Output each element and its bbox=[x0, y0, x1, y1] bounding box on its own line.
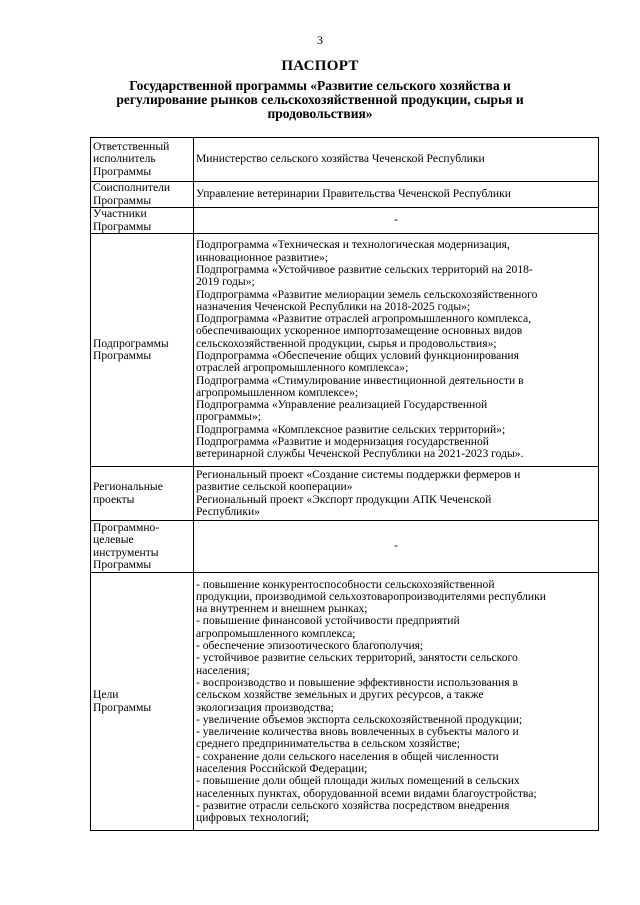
subprogram-line: Подпрограмма «Комплексное развитие сельских территорий»; bbox=[196, 422, 506, 436]
label-line: Ответственный bbox=[93, 140, 170, 154]
goal-line: цифровых технологий; bbox=[196, 811, 310, 825]
label-line: Программы bbox=[93, 164, 152, 178]
label-line: инструменты bbox=[93, 545, 159, 559]
page-number: 3 bbox=[317, 33, 323, 47]
regional-project-line: Региональный проект «Создание системы поддержки фермеров и bbox=[196, 467, 521, 481]
subprogram-line: обеспечивающих ускоренное импортозамещение основных видов bbox=[196, 324, 523, 338]
row-label-co-executors bbox=[91, 182, 194, 208]
row-label-target-instruments bbox=[91, 521, 194, 573]
subprogram-line: Подпрограмма «Обеспечение общих условий функционирования bbox=[196, 349, 519, 362]
table-row-regional-projects bbox=[91, 467, 599, 521]
subprogram-line: Подпрограмма «Стимулирование инвестиционной деятельности в bbox=[196, 373, 524, 387]
subprogram-line: программы»; bbox=[196, 410, 261, 424]
label-line: Программы bbox=[93, 349, 152, 362]
subprogram-line: отраслей агропромышленного комплекса»; bbox=[196, 361, 409, 375]
goal-line: - развитие отрасли сельского хозяйства посредством внедрения bbox=[196, 798, 510, 812]
row-label-goals bbox=[91, 573, 194, 831]
label-line: проекты bbox=[93, 492, 135, 506]
goal-line: - повышение финансовой устойчивости предприятий bbox=[196, 614, 460, 628]
goal-line: продукции, производимой сельхозтоваропроизводителями республики bbox=[196, 589, 546, 603]
label-line: Программно- bbox=[93, 520, 160, 534]
goal-line: на внутреннем и внешнем рынках; bbox=[196, 602, 368, 616]
label-line: Программы bbox=[93, 557, 152, 571]
row-label-responsible bbox=[91, 138, 194, 182]
subprogram-line: ветеринарной службы Чеченской Республики на 2021-2023 годы». bbox=[196, 447, 524, 461]
label-line: Цели bbox=[93, 688, 119, 702]
goal-line: - повышение конкурентоспособности сельскохозяйственной bbox=[196, 577, 495, 591]
label-line: исполнитель bbox=[93, 152, 156, 166]
row-value-participants: - bbox=[194, 208, 599, 234]
row-value-co-executors: Управление ветеринарии Правительства Чеченской Республики bbox=[194, 182, 599, 208]
regional-project-line: Региональный проект «Экспорт продукции АПК Чеченской bbox=[196, 492, 492, 506]
subprogram-line: Подпрограмма «Устойчивое развитие сельских территорий на 2018- bbox=[196, 262, 533, 276]
goal-line: среднего предпринимательства в сельском хозяйстве; bbox=[196, 737, 460, 751]
document-title: ПАСПОРТ bbox=[281, 58, 359, 74]
table-row-responsible bbox=[91, 138, 599, 182]
goal-line: - обеспечение эпизоотического благополучия; bbox=[196, 639, 424, 653]
label-line: Программы bbox=[93, 193, 152, 207]
table-row-participants bbox=[91, 208, 599, 234]
subtitle-line: Государственной программы «Развитие сельского хозяйства и bbox=[129, 78, 511, 93]
goal-line: населенных пунктах, оборудованной всеми видами благоустройства; bbox=[196, 786, 537, 800]
row-value-regional-projects bbox=[194, 467, 599, 521]
subprogram-line: Подпрограмма «Развитие отраслей агропромышленного комплекса, bbox=[196, 312, 532, 326]
regional-project-line: Республики» bbox=[196, 504, 260, 518]
row-value-target-instruments: - bbox=[194, 521, 599, 573]
goal-line: экологизация производства; bbox=[196, 700, 334, 714]
subprogram-line: сельскохозяйственной продукции, сырья и продовольствия»; bbox=[196, 336, 497, 350]
label-line: Соисполнители bbox=[93, 181, 171, 195]
goal-line: агропромышленного комплекса; bbox=[196, 626, 356, 640]
passport-table bbox=[90, 137, 599, 831]
row-value-subprograms bbox=[194, 234, 599, 467]
goal-line: сельском хозяйстве земельных и других ресурсов, а также bbox=[196, 688, 484, 702]
label-line: Региональные bbox=[93, 480, 163, 494]
subprogram-line: Подпрограмма «Управление реализацией Государственной bbox=[196, 398, 488, 412]
table-row-goals bbox=[91, 573, 599, 831]
subprogram-line: инновационное развитие»; bbox=[196, 250, 329, 264]
label-line: Программы bbox=[93, 700, 152, 714]
label-line: Подпрограммы bbox=[93, 336, 169, 350]
subprogram-line: Подпрограмма «Техническая и технологическая модернизация, bbox=[196, 238, 510, 252]
subprogram-line: Подпрограмма «Развитие мелиорации земель сельскохозяйственного bbox=[196, 287, 538, 301]
row-label-subprograms bbox=[91, 234, 194, 467]
row-value-responsible: Министерство сельского хозяйства Чеченской Республики bbox=[194, 138, 599, 182]
subprogram-line: агропромышленном комплексе»; bbox=[196, 385, 359, 399]
table-row-subprograms bbox=[91, 234, 599, 467]
goal-line: - устойчивое развитие сельских территорий, занятости сельского bbox=[196, 651, 518, 665]
goal-line: - сохранение доли сельского населения в общей численности bbox=[196, 749, 499, 763]
goal-line: - воспроизводство и повышение эффективности использования в bbox=[196, 675, 518, 689]
subprogram-line: Подпрограмма «Развитие и модернизация государственной bbox=[196, 435, 489, 449]
subtitle-line: регулирование рынков сельскохозяйственной продукции, сырья и bbox=[116, 92, 524, 107]
label-line: целевые bbox=[93, 533, 134, 547]
subprogram-line: 2019 годы»; bbox=[196, 275, 255, 289]
row-value-goals bbox=[194, 573, 599, 831]
goal-line: населения; bbox=[196, 663, 250, 677]
goal-line: - увеличение количества вновь вовлеченных в субъекты малого и bbox=[196, 725, 519, 739]
subtitle-line: продовольствия» bbox=[267, 106, 373, 121]
goal-line: - повышение доли общей площади жилых помещений в сельских bbox=[196, 774, 520, 788]
label-line: Программы bbox=[93, 219, 152, 233]
row-label-regional-projects bbox=[91, 467, 194, 521]
goal-line: населения Российской Федерации; bbox=[196, 761, 368, 775]
table-row-target-instruments bbox=[91, 521, 599, 573]
subprogram-line: назначения Чеченской Республики на 2018-2025 годы»; bbox=[196, 299, 471, 313]
regional-project-line: развитие сельской кооперации» bbox=[196, 480, 353, 494]
table-row-co-executors bbox=[91, 182, 599, 208]
goal-line: - увеличение объемов экспорта сельскохозяйственной продукции; bbox=[196, 712, 523, 726]
row-label-participants bbox=[91, 208, 194, 234]
label-line: Участники bbox=[93, 207, 147, 221]
document-subtitle bbox=[90, 79, 550, 121]
